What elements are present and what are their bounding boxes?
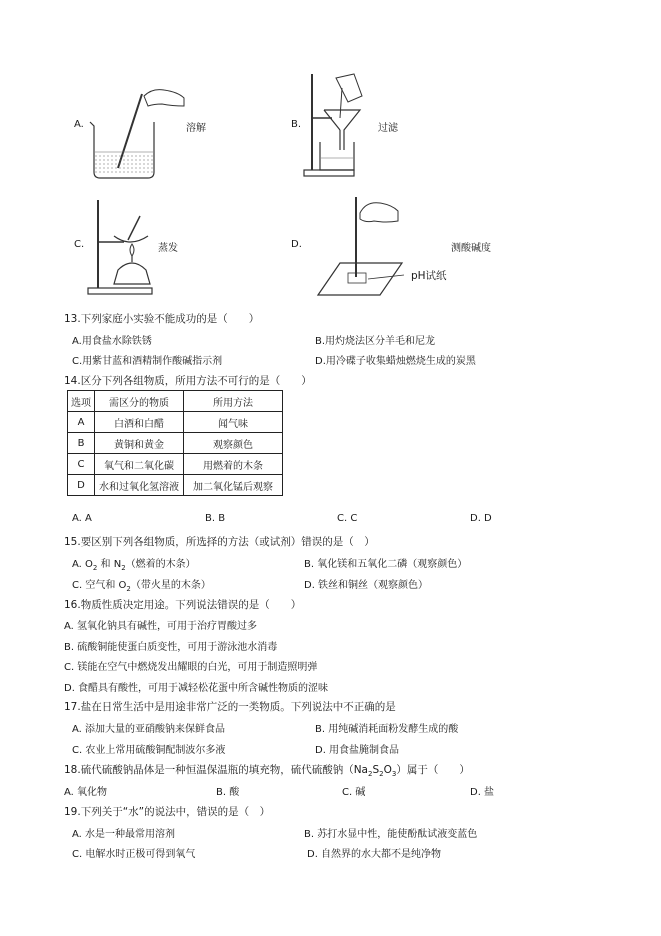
ph-test-apparatus: [312, 193, 412, 297]
option-d-label: 测酸碱度: [451, 243, 491, 254]
q17-option-b: B. 用纯碱消耗面粉发酵生成的酸: [315, 724, 459, 735]
q15-option-a: A. $O_2$ 和 $N_2$（燃着的木条）: [72, 559, 196, 572]
q18-option-c: C. 碱: [342, 787, 366, 798]
q19-option-d: D. 自然界的水大都不是纯净物: [307, 849, 442, 860]
q16-stem: 16.物质性质决定用途。下列说法错误的是（ ）: [64, 599, 302, 611]
q16-option-b: B. 硫酸铜能使蛋白质变性，可用于游泳池水消毒: [64, 642, 278, 653]
q17-option-d: D. 用食盐腌制食品: [315, 745, 400, 756]
q15-option-c: C. 空气和 $O_2$（带火星的木条）: [72, 580, 211, 593]
q14-stem: 14.区分下列各组物质，所用方法不可行的是（ ）: [64, 375, 312, 387]
q16-option-a: A. 氢氧化钠具有碱性，可用于治疗胃酸过多: [64, 621, 258, 632]
q16-option-d: D. 食醋具有酸性，可用于减轻松花蛋中所含碱性物质的涩味: [64, 683, 329, 694]
q19-option-b: B. 苏打水显中性，能使酚酞试液变蓝色: [304, 829, 478, 840]
q19-option-c: C. 电解水时正极可得到氧气: [72, 849, 196, 860]
q18-option-a: A. 氧化物: [64, 787, 108, 798]
table-cell: 加二氧化锰后观察: [184, 475, 283, 496]
evaporation-apparatus: [84, 196, 164, 298]
q18-option-d: D. 盐: [470, 787, 495, 798]
q17-stem: 17.盐在日常生活中是用途非常广泛的一类物质。下列说法中不正确的是: [64, 701, 396, 713]
q19-stem: 19.下列关于“水”的说法中，错误的是（ ）: [64, 806, 271, 818]
table-header: 需区分的物质: [95, 391, 184, 412]
ph-paper-label: pH试纸: [411, 270, 447, 282]
table-row: [68, 475, 283, 496]
table-cell: 闻气味: [184, 412, 283, 433]
table-row: [68, 454, 283, 475]
option-c-label: 蒸发: [158, 243, 178, 254]
table-cell: D: [68, 475, 95, 496]
q16-option-c: C. 镁能在空气中燃烧发出耀眼的白光，可用于制造照明弹: [64, 662, 318, 673]
q14-answer-d: D. D: [470, 513, 492, 524]
option-b-letter: B.: [291, 119, 302, 130]
filtration-apparatus: [302, 70, 382, 182]
q19-option-a: A. 水是一种最常用溶剂: [72, 829, 176, 840]
q14-answer-b: B. B: [205, 513, 226, 524]
q15-stem: 15.要区别下列各组物质，所选择的方法（或试剂）错误的是（ ）: [64, 536, 375, 548]
q13-option-a: A.用食盐水除铁锈: [72, 336, 152, 347]
table-cell: A: [68, 412, 95, 433]
table-cell: C: [68, 454, 95, 475]
table-header: 选项: [68, 391, 95, 412]
q17-option-c: C. 农业上常用硫酸铜配制波尔多液: [72, 745, 226, 756]
table-cell: 水和过氧化氢溶液: [95, 475, 184, 496]
option-d-letter: D.: [291, 239, 302, 250]
q13-option-d: D.用冷碟子收集蜡烛燃烧生成的炭黑: [315, 356, 476, 367]
option-a-label: 溶解: [186, 123, 206, 134]
table-row: [68, 433, 283, 454]
table-row: [68, 412, 283, 433]
table-cell: B: [68, 433, 95, 454]
table-cell: 用燃着的木条: [184, 454, 283, 475]
q15-option-d: D. 铁丝和铜丝（观察颜色）: [304, 580, 429, 591]
q14-table: [67, 390, 283, 496]
q13-stem: 13.下列家庭小实验不能成功的是（ ）: [64, 313, 260, 325]
table-cell: 白酒和白醋: [95, 412, 184, 433]
dissolving-apparatus: [84, 82, 194, 182]
q14-answer-a: A. A: [72, 513, 92, 524]
table-cell: 氧气和二氧化碳: [95, 454, 184, 475]
table-cell: 黄铜和黄金: [95, 433, 184, 454]
table-cell: 观察颜色: [184, 433, 283, 454]
q13-option-c: C.用紫甘蓝和酒精制作酸碱指示剂: [72, 356, 223, 367]
q14-answer-c: C. C: [337, 513, 358, 524]
option-c-letter: C.: [74, 239, 85, 250]
q17-option-a: A. 添加大量的亚硝酸钠来保鲜食品: [72, 724, 226, 735]
table-header: 所用方法: [184, 391, 283, 412]
q18-option-b: B. 酸: [216, 787, 240, 798]
q13-option-b: B.用灼烧法区分羊毛和尼龙: [315, 336, 436, 347]
q18-stem: 18.硫代硫酸钠晶体是一种恒温保温瓶的填充物，硫代硫酸钠$(Na_2S_2O_3)$属于（ ）: [64, 764, 470, 779]
option-a-letter: A.: [74, 119, 84, 130]
table-header-row: [68, 391, 283, 412]
q15-option-b: B. 氧化镁和五氧化二磷（观察颜色）: [304, 559, 468, 570]
option-b-label: 过滤: [378, 123, 398, 134]
